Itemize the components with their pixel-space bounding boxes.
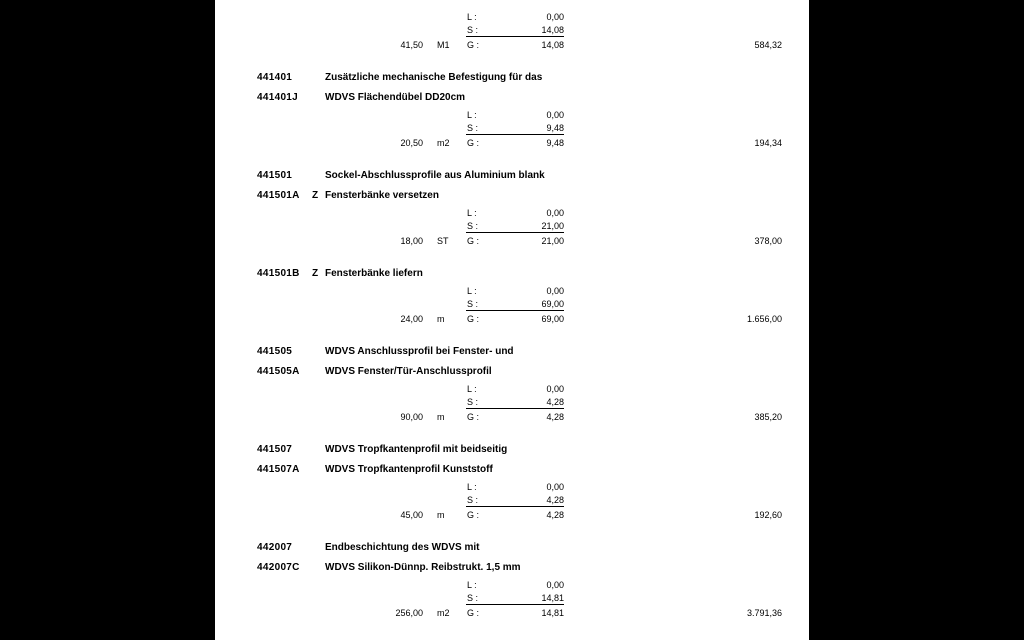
line-total: 378,00 xyxy=(754,236,782,246)
position-description: WDVS Tropfkantenprofil Kunststoff xyxy=(325,464,493,475)
label-g: G : xyxy=(467,608,480,618)
value-s: 69,00 xyxy=(541,299,564,309)
position-description: Sockel-Abschlussprofile aus Aluminium blank xyxy=(325,170,545,181)
line-total: 3.791,36 xyxy=(746,608,782,618)
value-g: 9,48 xyxy=(546,138,564,148)
position-code: 441507 xyxy=(257,444,293,455)
value-l: 0,00 xyxy=(546,286,564,296)
value-g: 14,08 xyxy=(541,40,564,50)
label-s: S : xyxy=(467,299,479,309)
value-l: 0,00 xyxy=(546,384,564,394)
position-code: 441501B xyxy=(257,268,300,279)
position-line xyxy=(215,72,809,85)
value-l: 0,00 xyxy=(546,208,564,218)
position-code: 442007C xyxy=(257,562,300,573)
position-line xyxy=(215,170,809,183)
line-total: 584,32 xyxy=(754,40,782,50)
position-code: 441507A xyxy=(257,464,300,475)
value-l: 0,00 xyxy=(546,482,564,492)
label-l: L : xyxy=(467,482,477,492)
value-g: 21,00 xyxy=(541,236,564,246)
label-l: L : xyxy=(467,110,477,120)
unit: M1 xyxy=(437,40,450,50)
sum-rule xyxy=(466,310,564,311)
position-description: Endbeschichtung des WDVS mit xyxy=(325,542,480,553)
quantity: 90,00 xyxy=(400,412,423,422)
position-line xyxy=(215,92,809,105)
value-g: 69,00 xyxy=(541,314,564,324)
line-total: 192,60 xyxy=(754,510,782,520)
position-code: 441401 xyxy=(257,72,293,83)
price-block xyxy=(215,110,809,156)
position-code: 441401J xyxy=(257,92,299,103)
line-total: 1.656,00 xyxy=(746,314,782,324)
quantity: 18,00 xyxy=(400,236,423,246)
sum-rule xyxy=(466,232,564,233)
position-code: 441505A xyxy=(257,366,300,377)
quantity: 45,00 xyxy=(400,510,423,520)
unit: ST xyxy=(437,236,449,246)
position-description: Fensterbänke liefern xyxy=(325,268,423,279)
label-g: G : xyxy=(467,412,480,422)
position-code: 442007 xyxy=(257,542,293,553)
label-s: S : xyxy=(467,123,479,133)
value-l: 0,00 xyxy=(546,12,564,22)
value-s: 4,28 xyxy=(546,495,564,505)
position-line xyxy=(215,268,809,281)
label-l: L : xyxy=(467,12,477,22)
position-line xyxy=(215,346,809,359)
position-description: WDVS Fenster/Tür-Anschlussprofil xyxy=(325,366,492,377)
quantity: 24,00 xyxy=(400,314,423,324)
sum-rule xyxy=(466,506,564,507)
quantity: 41,50 xyxy=(400,40,423,50)
label-g: G : xyxy=(467,40,480,50)
value-g: 14,81 xyxy=(541,608,564,618)
position-description: WDVS Anschlussprofil bei Fenster- und xyxy=(325,346,514,357)
label-s: S : xyxy=(467,593,479,603)
sum-rule xyxy=(466,408,564,409)
value-s: 14,08 xyxy=(541,25,564,35)
position-flag: Z xyxy=(312,190,319,201)
label-l: L : xyxy=(467,580,477,590)
value-s: 14,81 xyxy=(541,593,564,603)
label-g: G : xyxy=(467,236,480,246)
position-line xyxy=(215,562,809,575)
unit: m2 xyxy=(437,138,450,148)
label-s: S : xyxy=(467,397,479,407)
quantity: 20,50 xyxy=(400,138,423,148)
position-code: 441505 xyxy=(257,346,293,357)
line-total: 194,34 xyxy=(754,138,782,148)
price-block xyxy=(215,580,809,626)
position-line xyxy=(215,444,809,457)
position-description: WDVS Silikon-Dünnp. Reibstrukt. 1,5 mm xyxy=(325,562,521,573)
value-s: 9,48 xyxy=(546,123,564,133)
unit: m xyxy=(437,412,445,422)
position-line xyxy=(215,542,809,555)
label-g: G : xyxy=(467,510,480,520)
position-line xyxy=(215,366,809,379)
sum-rule xyxy=(466,134,564,135)
price-block xyxy=(215,286,809,332)
position-description: WDVS Flächendübel DD20cm xyxy=(325,92,466,103)
position-line xyxy=(215,190,809,203)
quantity: 256,00 xyxy=(395,608,423,618)
sum-rule xyxy=(466,36,564,37)
position-code: 441501A xyxy=(257,190,300,201)
label-l: L : xyxy=(467,208,477,218)
label-s: S : xyxy=(467,495,479,505)
value-l: 0,00 xyxy=(546,110,564,120)
position-code: 441501 xyxy=(257,170,293,181)
position-flag: Z xyxy=(312,268,319,279)
price-block xyxy=(215,208,809,254)
label-l: L : xyxy=(467,384,477,394)
label-g: G : xyxy=(467,138,480,148)
unit: m xyxy=(437,314,445,324)
price-block xyxy=(215,482,809,528)
position-description: Zusätzliche mechanische Befestigung für das xyxy=(325,72,543,83)
label-s: S : xyxy=(467,221,479,231)
label-l: L : xyxy=(467,286,477,296)
position-line xyxy=(215,464,809,477)
unit: m2 xyxy=(437,608,450,618)
value-l: 0,00 xyxy=(546,580,564,590)
price-block xyxy=(215,384,809,430)
value-s: 21,00 xyxy=(541,221,564,231)
sum-rule xyxy=(466,604,564,605)
position-description: Fensterbänke versetzen xyxy=(325,190,439,201)
position-description: WDVS Tropfkantenprofil mit beidseitig xyxy=(325,444,508,455)
unit: m xyxy=(437,510,445,520)
line-total: 385,20 xyxy=(754,412,782,422)
label-g: G : xyxy=(467,314,480,324)
price-block xyxy=(215,12,809,58)
value-s: 4,28 xyxy=(546,397,564,407)
document-page xyxy=(215,0,809,640)
value-g: 4,28 xyxy=(546,510,564,520)
value-g: 4,28 xyxy=(546,412,564,422)
label-s: S : xyxy=(467,25,479,35)
